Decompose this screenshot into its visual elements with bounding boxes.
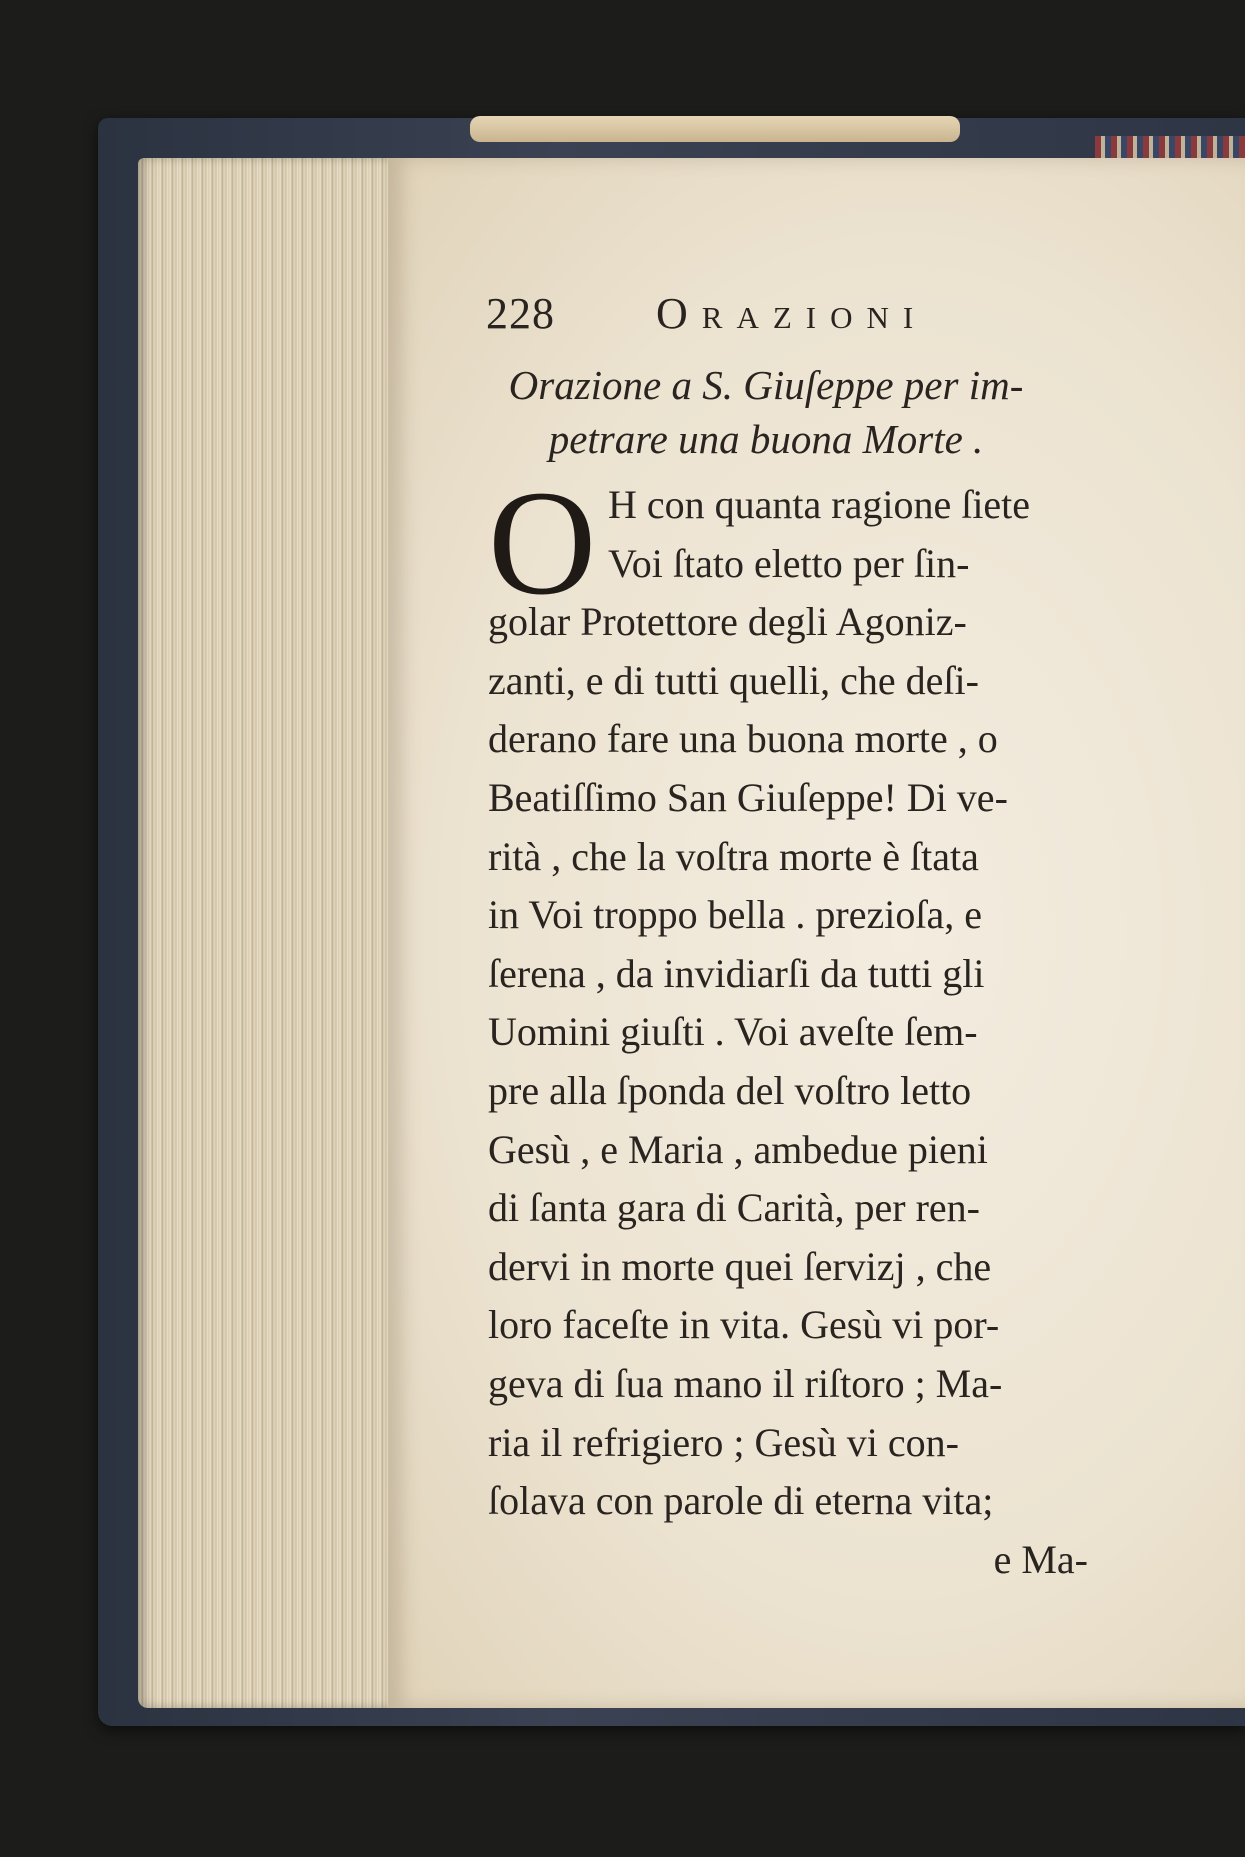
text-line: di ſanta gara di Carità, per ren- (488, 1185, 980, 1231)
text-line: Beatiſſimo San Giuſeppe! Di ve- (488, 774, 1008, 820)
headband (1095, 136, 1245, 158)
prayer-title (486, 358, 1046, 466)
catchword: e Ma- (993, 1536, 1088, 1582)
text-line: golar Protettore degli Agoniz- (488, 599, 967, 645)
text-line: derano fare una buona morte , o (488, 716, 998, 762)
title-line: Orazione a S. Giuſeppe per im- (508, 362, 1024, 408)
page-edges (138, 158, 388, 1708)
text-line: rità , che la voſtra morte è ſtata (488, 833, 979, 879)
text-line: Uomini giuſti . Voi aveſte ſem- (488, 1009, 978, 1055)
title-line: petrare una buona Morte . (548, 416, 984, 462)
text-line: H con quanta ragione ſiete (608, 482, 1031, 527)
text-line: ſolava con parole di eterna vita; (488, 1478, 994, 1524)
prayer-body (488, 476, 1088, 1589)
book (98, 118, 1245, 1726)
cover-top-edge (470, 116, 960, 142)
text-line: pre alla ſponda del voſtro letto (488, 1067, 972, 1113)
text-line: dervi in morte quei ſervizj , che (488, 1243, 992, 1289)
text-line: loro faceſte in vita. Gesù vi por- (488, 1302, 1000, 1348)
text-line: ſerena , da invidiarſi da tutti gli (488, 950, 985, 996)
text-line: in Voi troppo bella . prezioſa, e (488, 892, 982, 938)
text-line: Gesù , e Maria , ambedue pieni (488, 1126, 988, 1172)
page-number: 228 (486, 289, 555, 338)
page-header (486, 288, 1046, 348)
text-line: geva di ſua mano il riſtoro ; Ma- (488, 1360, 1003, 1406)
text-line: ria il refrigiero ; Gesù vi con- (488, 1419, 959, 1465)
running-head: Orazioni (656, 289, 928, 338)
drop-cap: O (488, 460, 597, 626)
text-line: zanti, e di tutti quelli, che deſi- (488, 657, 979, 703)
book-page (388, 158, 1245, 1708)
text-line: Voi ſtato eletto per ſin- (608, 540, 970, 586)
